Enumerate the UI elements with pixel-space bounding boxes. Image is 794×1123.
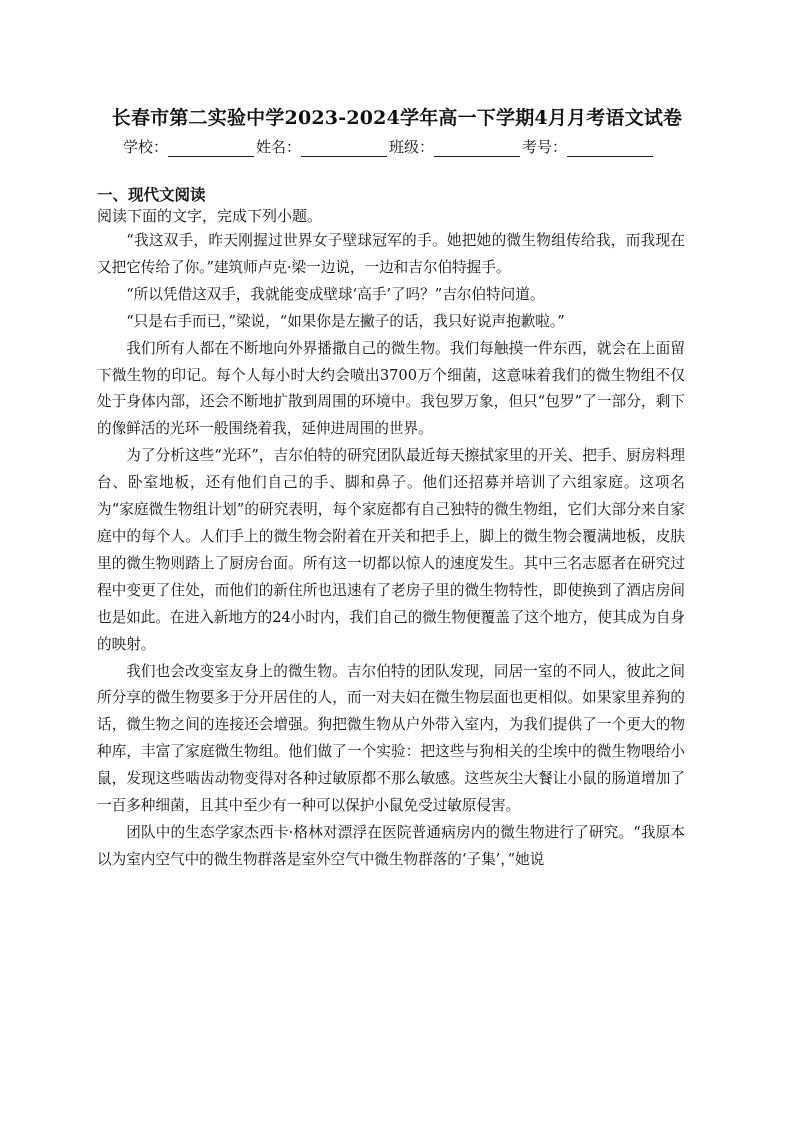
passage-paragraph: “只是右手而已，”梁说，“如果你是左撇子的话，我只好说声抱歉啦。” [126,312,565,330]
class-blank [434,140,520,157]
school-blank [168,140,254,157]
passage-paragraph: 为了分析这些“光环”，吉尔伯特的研究团队最近每天擦拭家里的开关、把手、厨房料理台、卧室地板，还有他们自己的手、脚和鼻子。他们还招募并培训了六组家庭。这项名为“家庭微生物组计划”的研究表明，每个家庭都有自己独特的微生物组，它们大部分来自家庭中的每个人。人们手上的微生物会附着在开关和把手上，脚上的微生物会覆满地板，皮肤里的微生物则踏上了厨房台面。所有这一切都以惊人的速度发生。其中三名志愿者在研究过程中变更了住处，而他们的新住所也迅速有了老房子里的微生物特性，即使换到了酒店房间也是如此。在进入新地方的24小时内，我们自己的微生物便覆盖了这个地方，使其成为自身的映射。 [97,447,685,653]
section-heading: 一、现代文阅读 [97,186,206,204]
name-label: 姓名： [256,138,302,156]
name-blank [301,140,387,157]
school-field [123,136,256,157]
passage-paragraph: 团队中的生态学家杰西卡·格林对漂浮在医院普通病房内的微生物进行了研究。“我原本以为室内空气中的微生物群落是室外空气中微生物群落的‘子集’，”她说 [97,823,685,868]
passage-paragraph: “我这双手，昨天刚握过世界女子壁球冠军的手。她把她的微生物组传给我，而我现在又把它传给了你。”建筑师卢克·梁一边说，一边和吉尔伯特握手。 [97,232,685,276]
class-label: 班级： [389,138,435,156]
exam-number-field [522,136,655,157]
section-instruction: 阅读下面的文字，完成下列小题。 [97,207,323,225]
exam-number-label: 考号： [522,138,568,156]
passage-paragraph: “所以凭借这双手，我就能变成壁球‘高手’了吗？”吉尔伯特问道。 [126,285,545,303]
reading-passage [97,228,685,874]
passage-paragraph: 我们所有人都在不断地向外界播撒自己的微生物。我们每触摸一件东西，就会在上面留下微生物的印记。每个人每小时大约会喷出3700万个细菌，这意味着我们的微生物组不仅处于身体内部，还会不断地扩散到周围的环境中。我包罗万象，但只“包罗”了一部分，剩下的像鲜活的光环一般围绕着我，延伸进周围的世界。 [97,339,685,438]
passage-paragraph: 我们也会改变室友身上的微生物。吉尔伯特的团队发现，同居一室的不同人，彼此之间所分享的微生物要多于分开居住的人，而一对夫妇在微生物层面也更相似。如果家里养狗的话，微生物之间的连接还会增强。狗把微生物从户外带入室内，为我们提供了一个更大的物种库，丰富了家庭微生物组。他们做了一个实验：把这些与狗相关的尘埃中的微生物喂给小鼠，发现这些啮齿动物变得对各种过敏原都不那么敏感。这些灰尘大餐让小鼠的肠道增加了一百多种细菌，且其中至少有一种可以保护小鼠免受过敏原侵害。 [97,662,685,815]
exam-number-blank [567,140,653,157]
name-field [256,136,389,157]
exam-title: 长春市第二实验中学2023-2024学年高一下学期4月月考语文试卷 [111,107,683,129]
student-info-row [123,136,655,157]
school-label: 学校： [123,138,169,156]
class-field [389,136,522,157]
